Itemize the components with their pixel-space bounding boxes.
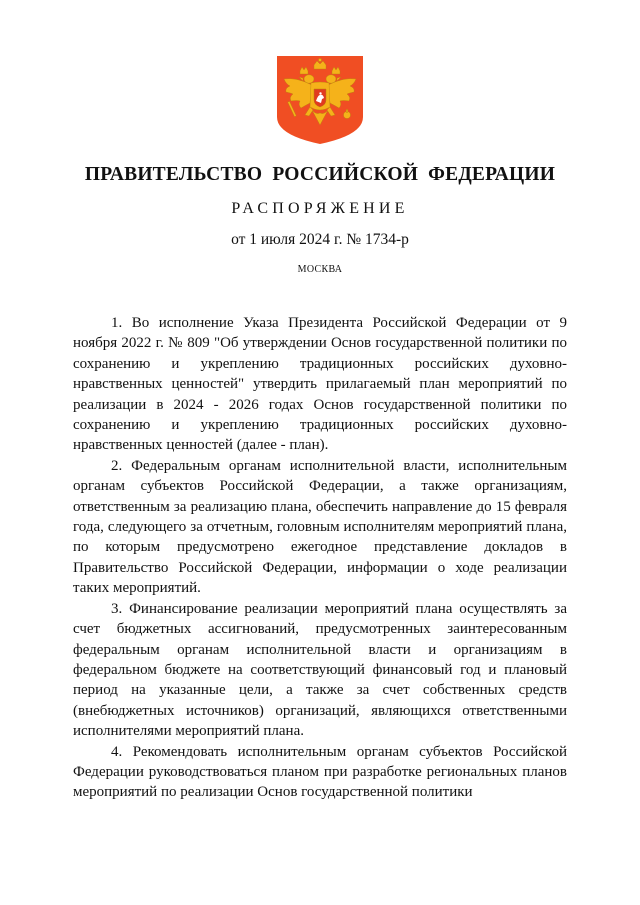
document-date-number: от 1 июля 2024 г. № 1734-р [231, 231, 409, 248]
government-title: ПРАВИТЕЛЬСТВО РОССИЙСКОЙ ФЕДЕРАЦИИ [84, 164, 556, 185]
paragraph-1: 1. Во исполнение Указа Президента Российской Федерации от 9 ноября 2022 г. № 809 "Об утверждении Основ государственной политики по сохранению и укреплению традиционных российских духовно-нравственных ценностей" утвердить прилагаемый план мероприятий по реализации в 2024 - 2026 годах Основ государственной политики по сохранению и укреплению традиционных российских духовно-нравственных ценностей (далее - план). [73, 315, 567, 454]
paragraph-2: 2. Федеральным органам исполнительной власти, исполнительным органам субъектов Российской Федерации, а также организациям, ответственным за реализацию плана, обеспечить направление до 15 февраля года, следующего за отчетным, головным исполнителям мероприятий плана, по которым предусмотрено ежегодное представление докладов в Правительство Российской Федерации, информации о ходе реализации таких мероприятий. [73, 457, 567, 597]
document-type: РАСПОРЯЖЕНИЕ [231, 200, 409, 217]
paragraph-3: 3. Финансирование реализации мероприятий плана осуществлять за счет бюджетных ассигнований, предусмотренных заинтересованным федеральным органам исполнительной власти и организациям в федеральном бюджете на соответствующий финансовый год и плановый период на указанные цели, а также за счет собственных средств (внебюджетных источников) организаций, являющихся ответственными исполнителями мероприятий плана. [73, 600, 567, 740]
russian-coat-of-arms-icon [276, 55, 364, 145]
paragraph-4: 4. Рекомендовать исполнительным органам субъектов Российской Федерации руководствоваться планом при разработке региональных планов мероприятий по реализации Основ государственной политики [73, 743, 567, 801]
document-city: МОСКВА [297, 264, 343, 275]
document-body [73, 313, 567, 803]
